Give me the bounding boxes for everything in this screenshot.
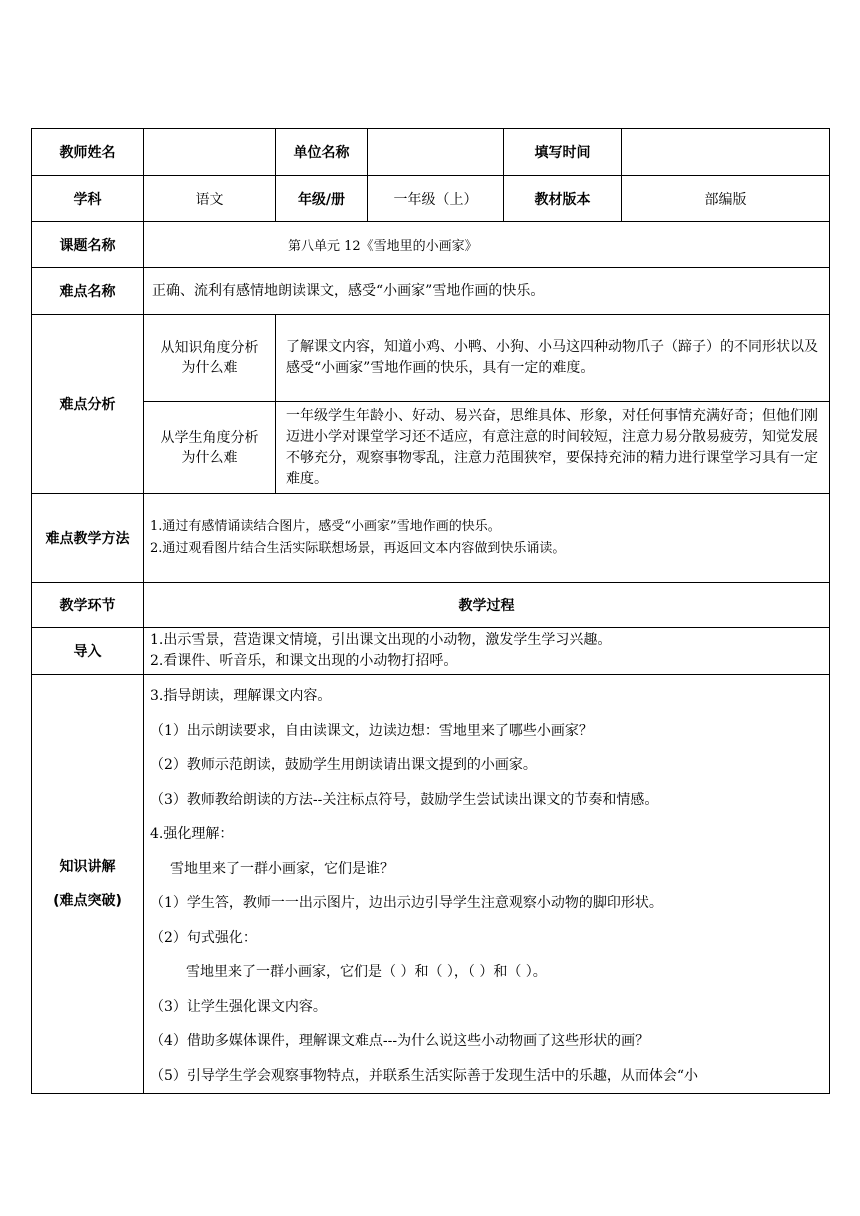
knowledge-label-line-1: 知识讲解: [59, 859, 116, 875]
analysis-label: 难点分析: [32, 315, 144, 494]
knowledge-angle-line-2: 为什么难: [181, 360, 238, 376]
topic-label: 课题名称: [32, 222, 144, 268]
intro-row: [32, 628, 830, 675]
process-line: 4.强化理解：: [150, 826, 234, 842]
intro-label: 导入: [32, 628, 144, 675]
difficulty-label: 难点名称: [32, 268, 144, 315]
subject-label: 学科: [32, 176, 144, 222]
process-line: 3.指导朗读，理解课文内容。: [150, 688, 332, 704]
process-line: （2）句式强化：: [150, 929, 257, 946]
unit-name-value[interactable]: [368, 129, 504, 176]
edition-label: 教材版本: [504, 176, 622, 222]
fill-date-label: 填写时间: [504, 129, 622, 176]
intro-line-1: 1.出示雪景，营造课文情境，引出课文出现的小动物，激发学生学习兴趣。: [150, 632, 612, 648]
student-angle-line-1: 从学生角度分析: [160, 429, 259, 446]
unit-name-label: 单位名称: [276, 129, 368, 176]
method-line-2: 2.通过观看图片结合生活实际联想场景，再返回文本内容做到快乐诵读。: [150, 541, 566, 556]
method-line-1: 1.通过有感情诵读结合图片，感受“小画家”雪地作画的快乐。: [150, 519, 501, 534]
process-line: （1）出示朗读要求，自由读课文，边读边想：雪地里来了哪些小画家？: [150, 722, 593, 739]
difficulty-value: 正确、流利有感情地朗读课文，感受“小画家”雪地作画的快乐。: [144, 268, 830, 315]
subject-value: 语文: [144, 176, 276, 222]
process-line: 雪地里来了一群小画家，它们是（ ）和（ ），（ ）和（ ）。: [186, 964, 547, 980]
teacher-name-label: 教师姓名: [32, 129, 144, 176]
analysis-knowledge-row: [32, 315, 830, 402]
knowledge-angle-label: [144, 315, 276, 402]
intro-line-2: 2.看课件、听音乐，和课文出现的小动物打招呼。: [150, 653, 458, 669]
knowledge-row: [32, 675, 830, 1094]
grade-label: 年级/册: [276, 176, 368, 222]
knowledge-label-line-2: (难点突破): [53, 893, 122, 909]
analysis-student-row: [32, 402, 830, 494]
intro-text: [144, 628, 830, 675]
header-row: [32, 129, 830, 176]
grade-value: 一年级（上）: [368, 176, 504, 222]
knowledge-angle-text: 了解课文内容，知道小鸡、小鸭、小狗、小马这四种动物爪子（蹄子）的不同形状以及感受“小画家”雪地作画的快乐，具有一定的难度。: [276, 315, 830, 402]
process-header: 教学过程: [144, 583, 830, 628]
process-line: （3）教师教给朗读的方法--关注标点符号，鼓励学生尝试读出课文的节奏和情感。: [150, 791, 659, 808]
difficulty-row: [32, 268, 830, 315]
student-angle-text: 一年级学生年龄小、好动、易兴奋，思维具体、形象，对任何事情充满好奇；但他们刚迈进小学对课堂学习还不适应，有意注意的时间较短，注意力易分散易疲劳，知觉发展不够充分，观察事物零乱，注意力范围狭窄，要保持充沛的精力进行课堂学习具有一定难度。: [276, 402, 830, 494]
student-angle-label: [144, 402, 276, 494]
subject-row: [32, 176, 830, 222]
method-row: [32, 494, 830, 583]
topic-row: [32, 222, 830, 268]
process-line: （3）让学生强化课文内容。: [150, 998, 327, 1015]
method-text: [144, 494, 830, 583]
knowledge-angle-line-1: 从知识角度分析: [160, 340, 259, 356]
knowledge-process: [144, 675, 830, 1094]
process-line: （1）学生答，教师一一出示图片，边出示边引导学生注意观察小动物的脚印形状。: [150, 895, 663, 911]
process-line: （2）教师示范朗读，鼓励学生用朗读请出课文提到的小画家。: [150, 757, 537, 773]
process-line: （4）借助多媒体课件，理解课文难点---为什么说这些小动物画了这些形状的画？: [150, 1033, 650, 1049]
process-header-row: [32, 583, 830, 628]
fill-date-value[interactable]: [622, 129, 830, 176]
process-line: （5）引导学生学会观察事物特点，并联系生活实际善于发现生活中的乐趣，从而体会“小: [150, 1067, 699, 1084]
teacher-name-value[interactable]: [144, 129, 276, 176]
method-label: 难点教学方法: [32, 494, 144, 583]
student-angle-line-2: 为什么难: [181, 449, 238, 466]
stage-header: 教学环节: [32, 583, 144, 628]
process-line: 雪地里来了一群小画家，它们是谁？: [170, 860, 394, 877]
lesson-plan-table: [31, 128, 830, 1094]
edition-value: 部编版: [622, 176, 830, 222]
knowledge-label: [32, 675, 144, 1094]
topic-value: 第八单元 12《雪地里的小画家》: [144, 222, 830, 268]
